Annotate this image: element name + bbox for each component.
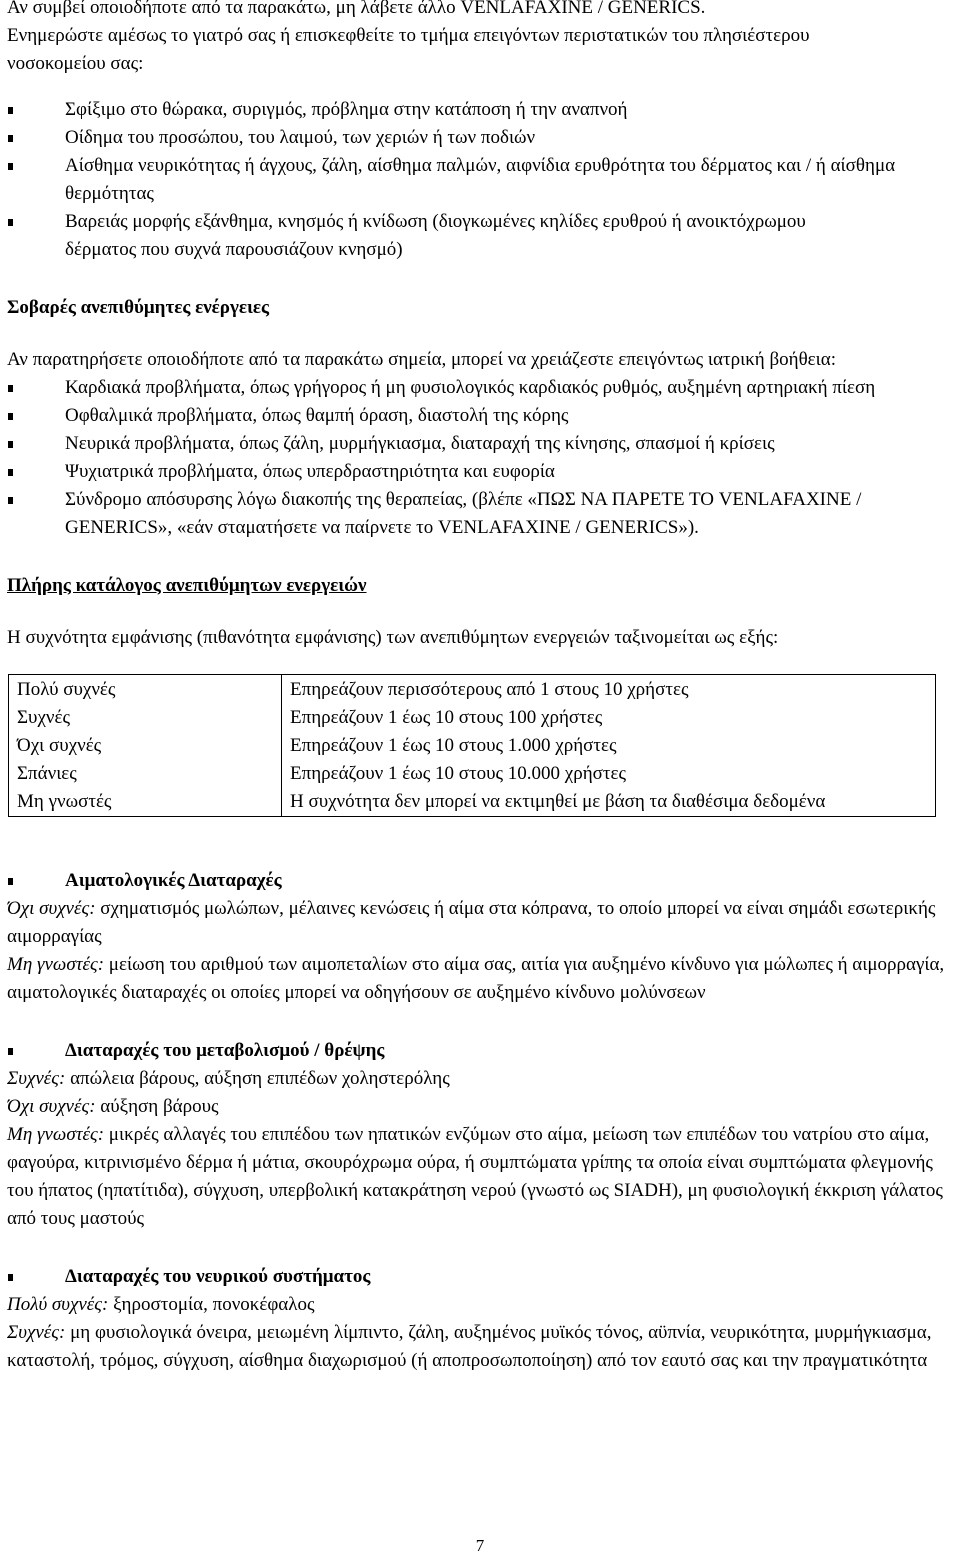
serious-effects-list (7, 374, 955, 542)
intro-instruction: Ενημερώστε αμέσως το γιατρό σας ή επισκεφθείτε το τμήμα επειγόντων περιστατικών του πλησιέστερου νοσοκομείου σας: (7, 25, 810, 74)
list-item: Νευρικά προβλήματα, όπως ζάλη, μυρμήγκιασμα, διαταραχή της κίνησης, σπασμοί ή κρίσεις (7, 430, 955, 458)
entry-text: μείωση του αριθμού των αιμοπεταλίων στο αίμα σας, αιτία για αυξημένο κίνδυνο για μώλωπες ή αιμορραγία, αιματολογικές διαταραχές οι οποίες μπορεί να οδηγήσουν σε αυξημένο κίνδυνο μολύνσεων (7, 954, 945, 1003)
entry-text: σχηματισμός μωλώπων, μέλαινες κενώσεις ή αίμα στα κόπρανα, το οποίο μπορεί να είναι σημάδι εσωτερικής αιμορραγίας (7, 898, 936, 947)
frequency-term: Μη γνωστές (9, 788, 282, 817)
table-row (9, 704, 936, 732)
list-item: Οίδημα του προσώπου, του λαιμού, των χεριών ή των ποδιών (7, 124, 955, 152)
list-item: Αίσθημα νευρικότητας ή άγχους, ζάλη, αίσθημα παλμών, αιφνίδια ερυθρότητα του δέρματος και / ή αίσθημα θερμότητας (7, 152, 955, 208)
list-item: Σφίξιμο στο θώρακα, συριγμός, πρόβλημα στην κατάποση ή την αναπνοή (7, 96, 955, 124)
section-entry (7, 1291, 955, 1319)
frequency-description: Επηρεάζουν περισσότερους από 1 στους 10 χρήστες (282, 675, 936, 705)
section-entry (7, 1065, 955, 1093)
section-entry (7, 951, 955, 1007)
frequency-term: Όχι συχνές (9, 732, 282, 760)
list-item: Καρδιακά προβλήματα, όπως γρήγορος ή μη φυσιολογικός καρδιακός ρυθμός, αυξημένη αρτηριακή πίεση (7, 374, 905, 402)
nervous-system-disorders-heading (7, 1263, 955, 1291)
entry-text: απώλεια βάρους, αύξηση επιπέδων χοληστερόλης (65, 1068, 450, 1089)
frequency-term: Συχνές (9, 704, 282, 732)
document-page (7, 0, 955, 1375)
section-entry (7, 1121, 955, 1233)
frequency-category: Όχι συχνές: (7, 898, 96, 919)
frequency-description: Επηρεάζουν 1 έως 10 στους 100 χρήστες (282, 704, 936, 732)
section-entry (7, 1093, 955, 1121)
entry-text: μη φυσιολογικά όνειρα, μειωμένη λίμπιντο, ζάλη, αυξημένος μυϊκός τόνος, αϋπνία, νευρικότητα, μυρμήγκιασμα, καταστολή, τρόμος, σύγχυση, αίσθημα διαχωρισμού (ή αποπροσωποποίηση) από τον εαυτό σας και την πραγματικότητα (7, 1322, 932, 1371)
list-item: Σύνδρομο απόσυρσης λόγω διακοπής της θεραπείας, (βλέπε «ΠΩΣ ΝΑ ΠΑΡΕΤΕ ΤΟ VENLAFAXINE / GENERICS», «εάν σταματήσετε να παίρνετε το VENLAFAXINE / GENERICS»). (7, 486, 875, 542)
frequency-description: Επηρεάζουν 1 έως 10 στους 10.000 χρήστες (282, 760, 936, 788)
frequency-term: Πολύ συχνές (9, 675, 282, 705)
section-heading-text: Διαταραχές του μεταβολισμού / θρέψης (65, 1040, 385, 1061)
page-number: 7 (475, 1536, 485, 1555)
table-row (9, 760, 936, 788)
table-row (9, 732, 936, 760)
frequency-table (8, 674, 936, 817)
entry-text: αύξηση βάρους (95, 1096, 219, 1117)
frequency-category: Μη γνωστές: (7, 954, 105, 975)
frequency-category: Όχι συχνές: (7, 1096, 96, 1117)
section-heading-text: Αιματολογικές Διαταραχές (65, 870, 282, 891)
entry-text: ξηροστομία, πονοκέφαλος (108, 1294, 315, 1315)
frequency-category: Μη γνωστές: (7, 1124, 105, 1145)
frequency-category: Συχνές: (7, 1322, 66, 1343)
table-row (9, 788, 936, 817)
list-item: Ψυχιατρικά προβλήματα, όπως υπερδραστηριότητα και ευφορία (7, 458, 955, 486)
allergy-symptom-list (7, 96, 955, 264)
serious-effects-intro: Αν παρατηρήσετε οποιοδήποτε από τα παρακάτω σημεία, μπορεί να χρειάζεστε επειγόντως ιατρική βοήθεια: (7, 349, 836, 370)
full-list-heading: Πλήρης κατάλογος ανεπιθύμητων ενεργειών (7, 575, 367, 596)
frequency-category: Συχνές: (7, 1068, 66, 1089)
list-item: Οφθαλμικά προβλήματα, όπως θαμπή όραση, διαστολή της κόρης (7, 402, 955, 430)
section-heading-text: Διαταραχές του νευρικού συστήματος (65, 1266, 371, 1287)
frequency-description: Επηρεάζουν 1 έως 10 στους 1.000 χρήστες (282, 732, 936, 760)
section-entry (7, 895, 955, 951)
entry-text: μικρές αλλαγές του επιπέδου των ηπατικών ενζύμων στο αίμα, μείωση των επιπέδων του νατρίου στο αίμα, φαγούρα, κιτρινισμένο δέρμα ή μάτια, σκουρόχρωμα ούρα, ή συμπτώματα γρίπης τα οποία είναι συμπτώματα φλεγμονής του ήπατος (ηπατίτιδα), σύγχυση, υπερβολική κατακράτηση νερού (γνωστό ως SIADH), μη φυσιολογική έκκριση γάλατος από τους μαστούς (7, 1124, 943, 1229)
frequency-category: Πολύ συχνές: (7, 1294, 109, 1315)
serious-effects-heading: Σοβαρές ανεπιθύμητες ενέργειες (7, 297, 270, 318)
table-row (9, 675, 936, 705)
frequency-term: Σπάνιες (9, 760, 282, 788)
section-entry (7, 1319, 955, 1375)
frequency-description: Η συχνότητα δεν μπορεί να εκτιμηθεί με βάση τα διαθέσιμα δεδομένα (282, 788, 936, 817)
blood-disorders-heading (7, 867, 955, 895)
list-item: Βαρειάς μορφής εξάνθημα, κνησμός ή κνίδωση (διογκωμένες κηλίδες ερυθρού ή ανοικτόχρωμου δέρματος που συχνά παρουσιάζουν κνησμό) (7, 208, 825, 264)
intro-warning: Αν συμβεί οποιοδήποτε από τα παρακάτω, μη λάβετε άλλο VENLAFAXINE / GENERICS. (7, 0, 706, 18)
metabolism-disorders-heading (7, 1037, 955, 1065)
frequency-intro: Η συχνότητα εμφάνισης (πιθανότητα εμφάνισης) των ανεπιθύμητων ενεργειών ταξινομείται ως εξής: (7, 627, 779, 648)
